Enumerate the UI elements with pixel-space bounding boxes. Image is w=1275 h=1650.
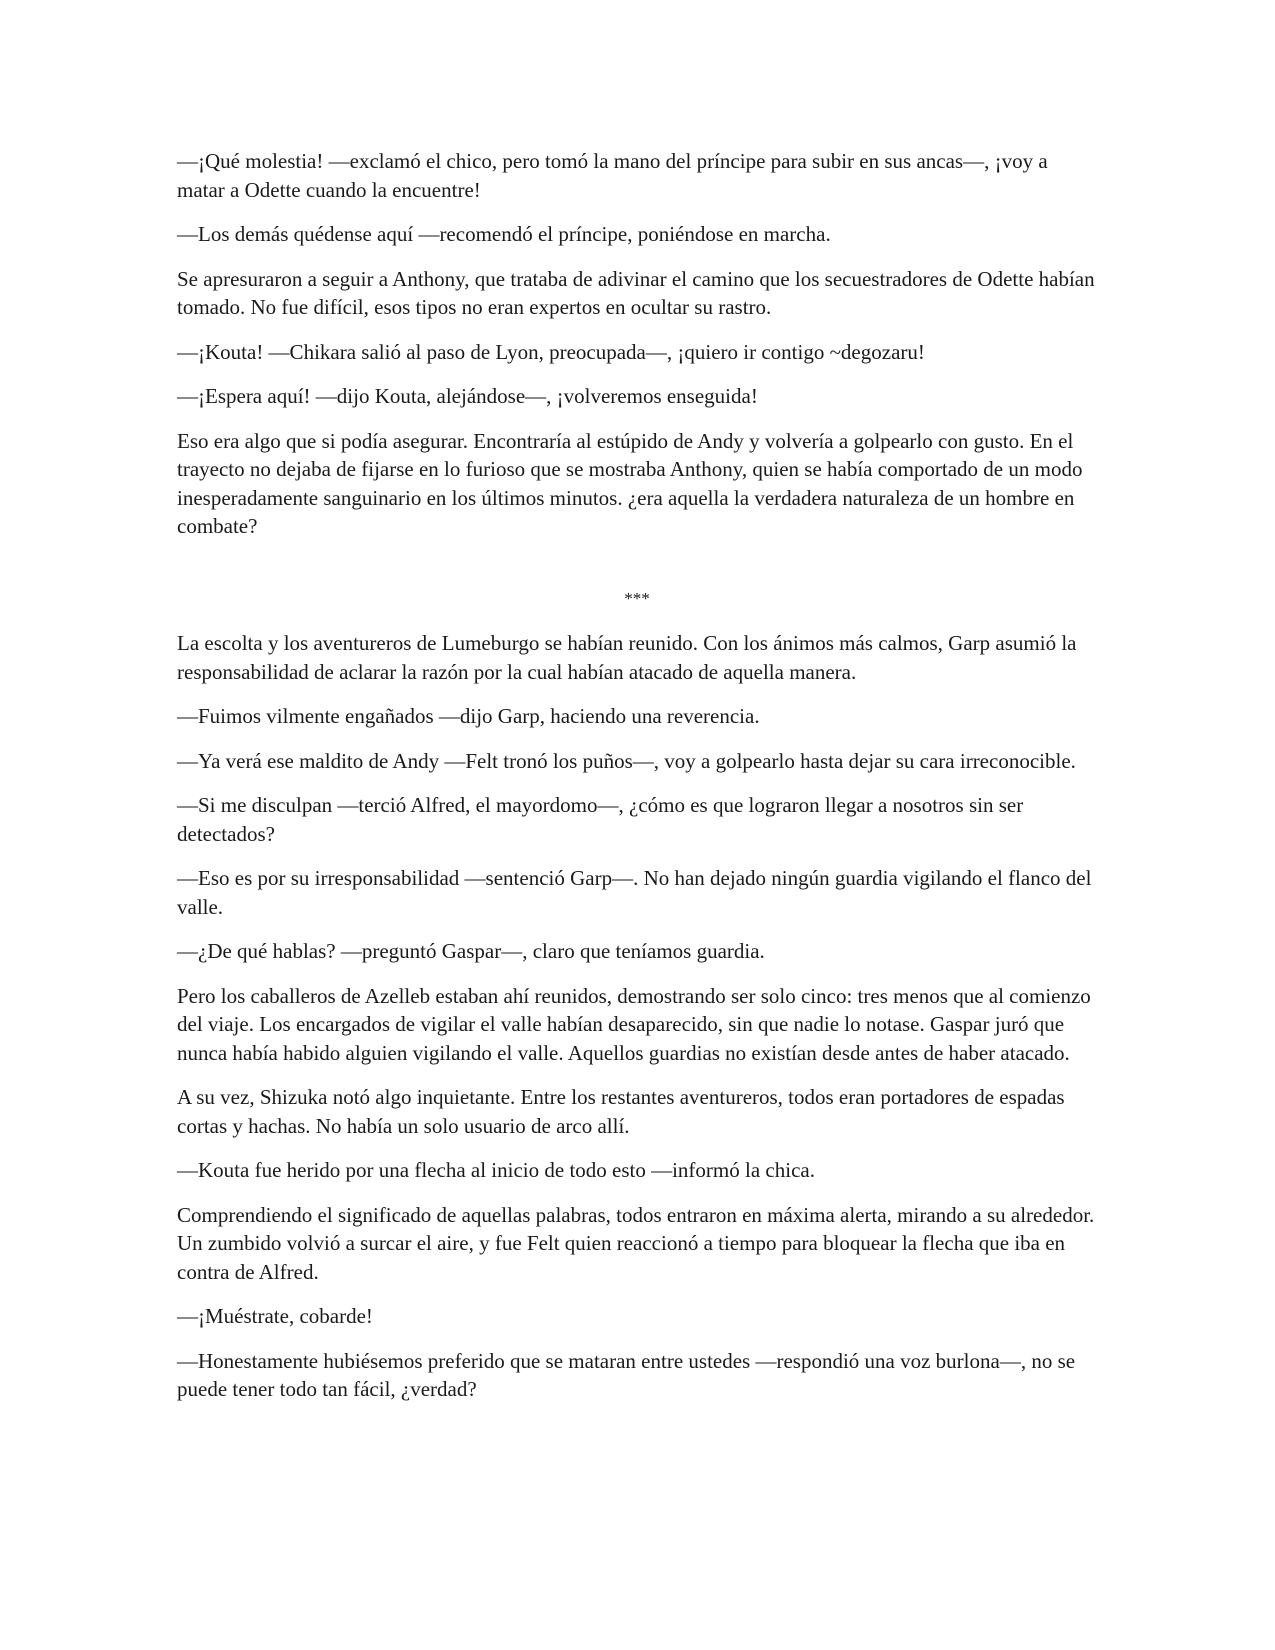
paragraph: —¿De qué hablas? —preguntó Gaspar—, claro que teníamos guardia. — [177, 939, 765, 963]
paragraph: Eso era algo que si podía asegurar. Encontraría al estúpido de Andy y volvería a golpearlo con gusto. En el trayecto no dejaba de fijarse en lo furioso que se mostraba Anthony, quien se había comportado de un modo inesperadamente sanguinario en los últimos minutos. ¿era aquella la verdadera naturaleza de un hombre en combate? — [177, 428, 1083, 538]
document-body — [177, 147, 1097, 1420]
paragraph: —Kouta fue herido por una flecha al inicio de todo esto —informó la chica. — [177, 1158, 815, 1182]
paragraph: A su vez, Shizuka notó algo inquietante. Entre los restantes aventureros, todos eran portadores de espadas cortas y hachas. No había un solo usuario de arco allí. — [177, 1085, 1065, 1138]
paragraph: —¡Kouta! —Chikara salió al paso de Lyon, preocupada—, ¡quiero ir contigo ~degozaru! — [177, 339, 925, 364]
paragraph: —Ya verá ese maldito de Andy —Felt tronó los puños—, voy a golpearlo hasta dejar su cara irreconocible. — [177, 748, 1076, 773]
paragraph: —Eso es por su irresponsabilidad —sentenció Garp—. No han dejado ningún guardia vigilando el flanco del valle. — [177, 866, 1092, 919]
paragraph: —¡Qué molestia! —exclamó el chico, pero tomó la mano del príncipe para subir en sus ancas—, ¡voy a matar a Odette cuando la encuentre! — [177, 149, 1048, 202]
paragraph: —¡Muéstrate, cobarde! — [177, 1304, 373, 1328]
scene-break: *** — [624, 588, 650, 608]
paragraph: Se apresuraron a seguir a Anthony, que trataba de adivinar el camino que los secuestradores de Odette habían tomado. No fue difícil, esos tipos no eran expertos en ocultar su rastro. — [177, 266, 1095, 319]
paragraph: —Si me disculpan —terció Alfred, el mayordomo—, ¿cómo es que lograron llegar a nosotros sin ser detectados? — [177, 793, 1024, 846]
paragraph: —Los demás quédense aquí —recomendó el príncipe, poniéndose en marcha. — [177, 222, 831, 246]
paragraph: —Fuimos vilmente engañados —dijo Garp, haciendo una reverencia. — [177, 704, 760, 728]
paragraph: Comprendiendo el significado de aquellas palabras, todos entraron en máxima alerta, mirando a su alrededor. Un zumbido volvió a surcar el aire, y fue Felt quien reaccionó a tiempo para bloquear la flecha que iba en contra de Alfred. — [177, 1202, 1095, 1284]
paragraph: La escolta y los aventureros de Lumeburgo se habían reunido. Con los ánimos más calmos, Garp asumió la responsabilidad de aclarar la razón por la cual habían atacado de aquella manera. — [177, 631, 1077, 684]
paragraph: —Honestamente hubiésemos preferido que se mataran entre ustedes —respondió una voz burlona—, no se puede tener todo tan fácil, ¿verdad? — [177, 1348, 1076, 1401]
paragraph: —¡Espera aquí! —dijo Kouta, alejándose—, ¡volveremos enseguida! — [177, 384, 758, 408]
paragraph: Pero los caballeros de Azelleb estaban ahí reunidos, demostrando ser solo cinco: tres menos que al comienzo del viaje. Los encargados de vigilar el valle habían desaparecido, sin que nadie lo notase. Gaspar juró que nunca había habido alguien vigilando el valle. Aquellos guardias no existían desde antes de haber atacado. — [177, 983, 1091, 1065]
